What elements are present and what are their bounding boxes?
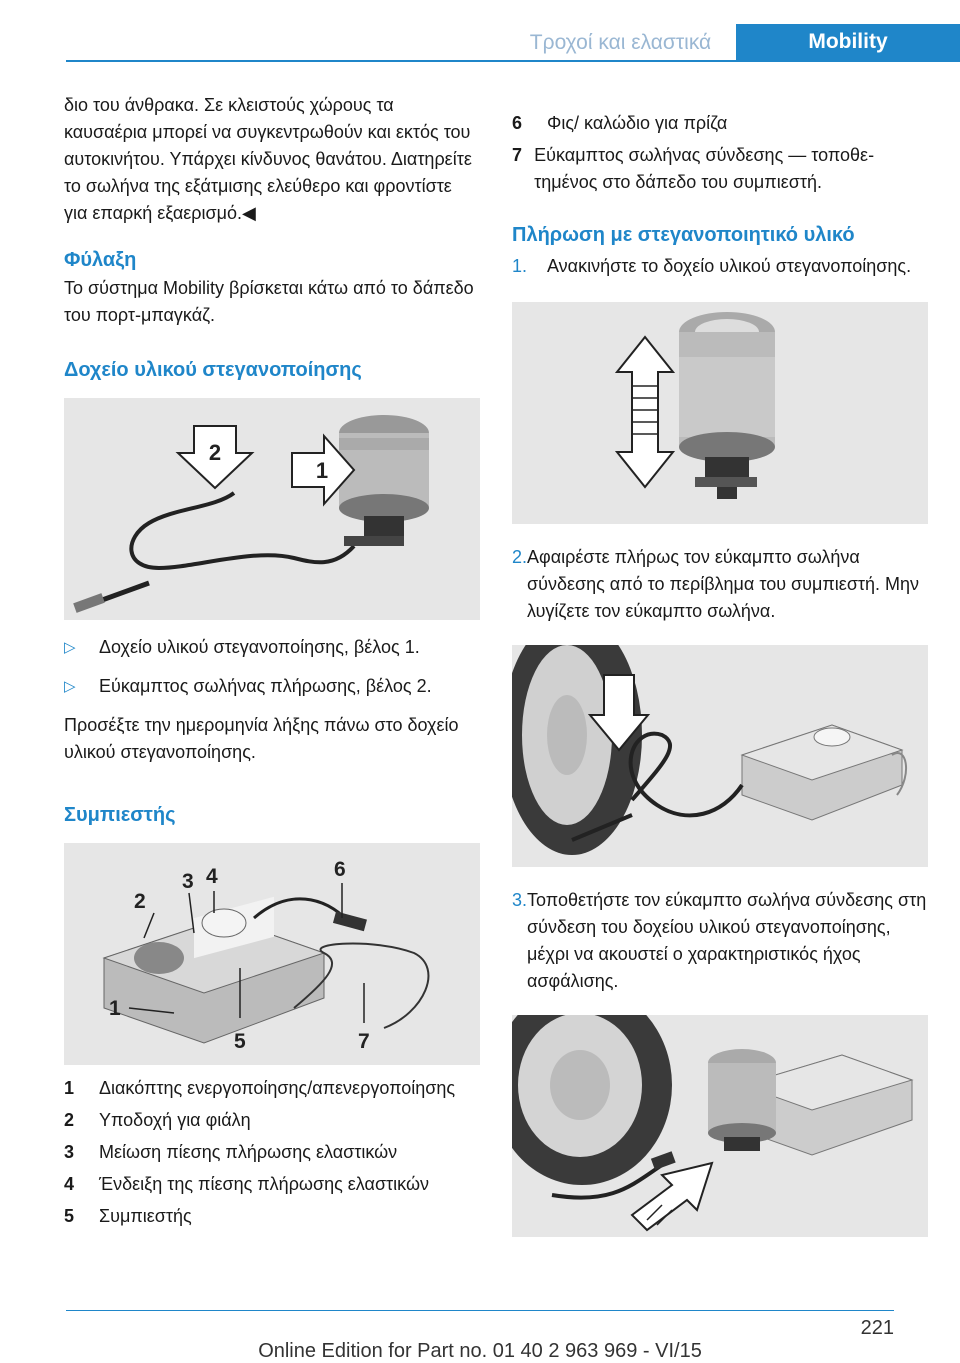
step-item: 2. Αφαιρέστε πλήρως τον εύκαμπτο σωλήνα σύνδεσης από το περίβλημα του συμπιεστή. Μην λυγίζετε τον εύκαμπτο σωλήνα.: [512, 547, 920, 621]
triangle-bullet-icon: ▷: [64, 639, 76, 656]
sealant-heading: Δοχείο υλικού στεγανοποίησης: [64, 359, 362, 381]
fig2-label-2: 2: [134, 890, 146, 913]
shake-bottle-figure: [512, 302, 928, 524]
filling-heading: Πλήρωση με στεγανοποιητικό υλικό: [512, 224, 855, 246]
fig2-label-4: 4: [206, 865, 218, 888]
triangle-bullet-icon: ▷: [64, 678, 76, 695]
compressor-heading: Συμπιεστής: [64, 804, 176, 826]
fig1-label-2: 2: [208, 440, 222, 465]
list-item: ▷ Δοχείο υλικού στεγανοποίησης, βέλος 1.: [64, 634, 480, 661]
sealant-bottle-figure: [64, 398, 480, 620]
right-column: [512, 110, 928, 1237]
attach-hose-figure: [512, 1015, 928, 1237]
compressor-item: 3 Μείωση πίεσης πλήρωσης ελαστικών: [64, 1142, 398, 1162]
intro-paragraph: διο του άνθρακα. Σε κλειστούς χώρους τα καυσαέρια μπορεί να συγκεντρωθούν και εκτός του αυτοκινήτου. Υπάρχει κίνδυνος θανάτου. Διατηρείτε το σωλήνα της εξάτμισης ελεύθερο και φροντίστε για επαρκή εξαερισμό.◀: [64, 95, 472, 223]
compressor-item: 1 Διακόπτης ενεργοποίησης/απενεργοποίησης: [64, 1078, 456, 1098]
section-tab[interactable]: Τροχοί και ελαστικά: [529, 31, 712, 54]
compressor-figure: [64, 843, 480, 1065]
edition-footer: Online Edition for Part no. 01 40 2 963 969 - VI/15: [258, 1340, 702, 1362]
fig2-label-5: 5: [234, 1030, 246, 1053]
fig2-label-6: 6: [334, 858, 346, 881]
left-column: [64, 92, 480, 1230]
compressor-item: 4 Ένδειξη της πίεσης πλήρωσης ελαστικών: [64, 1174, 429, 1194]
list-item: ▷ Εύκαμπτος σωλήνας πλήρωσης, βέλος 2.: [64, 673, 480, 700]
chapter-tab[interactable]: Mobility: [736, 24, 960, 60]
compressor-item: 7 Εύκαμπτος σωλήνας σύνδεσης — τοποθετημένος στο δάπεδο του συμπιεστή.: [512, 145, 875, 192]
compressor-item: 6 Φις/ καλώδιο για πρίζα: [512, 113, 728, 133]
footer-rule: [66, 1310, 894, 1311]
storage-heading: Φύλαξη: [64, 249, 137, 271]
fig1-label-1: 1: [315, 458, 329, 483]
fig2-label-7: 7: [358, 1030, 370, 1053]
remove-hose-figure: [512, 645, 928, 867]
page-number: 221: [860, 1317, 894, 1339]
expiry-text: Προσέξτε την ημερομηνία λήξης πάνω στο δοχείο υλικού στεγανοποίησης.: [64, 715, 459, 762]
compressor-item: 2 Υποδοχή για φιάλη: [64, 1110, 251, 1130]
fig2-label-3: 3: [182, 870, 194, 893]
fig2-label-1: 1: [109, 997, 121, 1020]
storage-text: Το σύστημα Mobility βρίσκεται κάτω από το δάπεδο του πορτ-μπαγκάζ.: [64, 278, 474, 325]
step-item: 1. Ανακινήστε το δοχείο υλικού στεγανοποίησης.: [512, 256, 912, 276]
step-item: 3. Τοποθετήστε τον εύκαμπτο σωλήνα σύνδεσης στη σύνδεση του δοχείου υλικού στεγανοποίησης, μέχρι να ακουστεί ο χαρακτηριστικός ήχος ασφάλισης.: [512, 890, 927, 991]
header-rule: [66, 60, 960, 62]
compressor-item: 5 Συμπιεστής: [64, 1206, 192, 1226]
